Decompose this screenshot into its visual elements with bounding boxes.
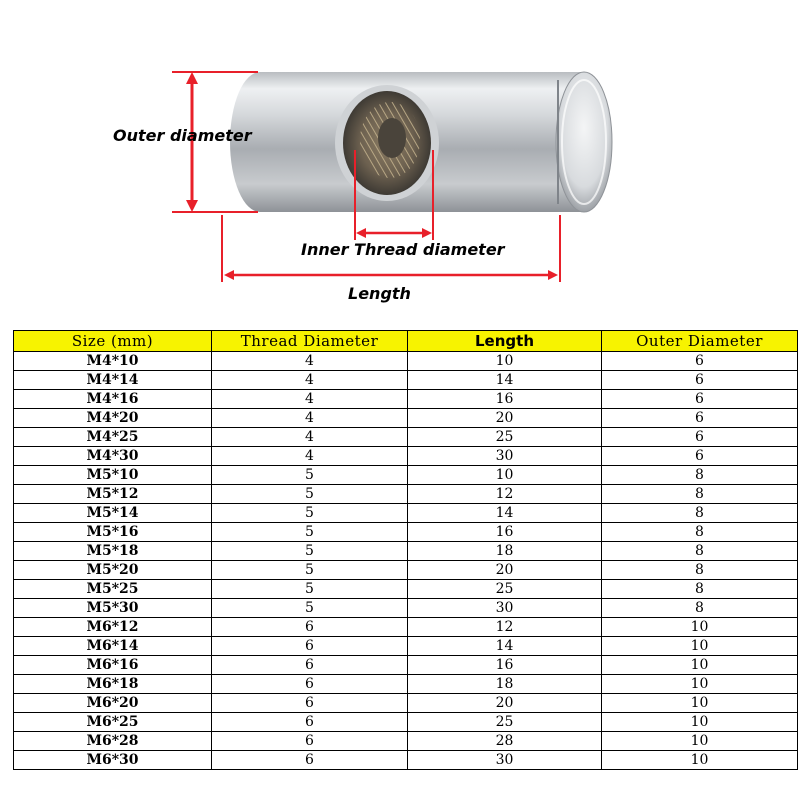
length-cell: 14 bbox=[408, 371, 602, 390]
table-row bbox=[14, 694, 798, 713]
product-diagram bbox=[0, 0, 800, 320]
length-cell: 25 bbox=[408, 580, 602, 599]
table-row bbox=[14, 390, 798, 409]
size-cell: M6*30 bbox=[14, 751, 212, 770]
table-row bbox=[14, 504, 798, 523]
outer-diameter-cell: 6 bbox=[602, 390, 798, 409]
barrel-nut-illustration bbox=[0, 0, 800, 320]
table-row bbox=[14, 656, 798, 675]
length-cell: 10 bbox=[408, 466, 602, 485]
outer-diameter-cell: 6 bbox=[602, 428, 798, 447]
header-outer-diameter: Outer Diameter bbox=[602, 331, 798, 352]
outer-diameter-cell: 8 bbox=[602, 523, 798, 542]
header-size: Size (mm) bbox=[14, 331, 212, 352]
size-cell: M5*16 bbox=[14, 523, 212, 542]
size-cell: M6*28 bbox=[14, 732, 212, 751]
thread-diameter-cell: 6 bbox=[212, 675, 408, 694]
length-cell: 30 bbox=[408, 599, 602, 618]
size-cell: M6*12 bbox=[14, 618, 212, 637]
table-row bbox=[14, 599, 798, 618]
outer-diameter-cell: 6 bbox=[602, 352, 798, 371]
thread-diameter-cell: 5 bbox=[212, 542, 408, 561]
table-row bbox=[14, 523, 798, 542]
thread-diameter-cell: 5 bbox=[212, 561, 408, 580]
thread-diameter-cell: 5 bbox=[212, 580, 408, 599]
outer-diameter-cell: 10 bbox=[602, 732, 798, 751]
outer-diameter-cell: 6 bbox=[602, 447, 798, 466]
header-length: Length bbox=[408, 331, 602, 352]
size-cell: M4*16 bbox=[14, 390, 212, 409]
length-cell: 18 bbox=[408, 542, 602, 561]
thread-diameter-cell: 5 bbox=[212, 523, 408, 542]
length-cell: 28 bbox=[408, 732, 602, 751]
thread-diameter-cell: 4 bbox=[212, 371, 408, 390]
length-cell: 25 bbox=[408, 428, 602, 447]
thread-diameter-cell: 4 bbox=[212, 447, 408, 466]
size-cell: M6*25 bbox=[14, 713, 212, 732]
thread-diameter-cell: 5 bbox=[212, 485, 408, 504]
outer-diameter-cell: 10 bbox=[602, 694, 798, 713]
length-cell: 20 bbox=[408, 561, 602, 580]
outer-diameter-label: Outer diameter bbox=[113, 126, 252, 145]
length-cell: 10 bbox=[408, 352, 602, 371]
table-row bbox=[14, 561, 798, 580]
thread-diameter-cell: 6 bbox=[212, 713, 408, 732]
thread-diameter-cell: 6 bbox=[212, 637, 408, 656]
table-row bbox=[14, 637, 798, 656]
outer-diameter-cell: 8 bbox=[602, 485, 798, 504]
size-cell: M4*14 bbox=[14, 371, 212, 390]
size-cell: M4*30 bbox=[14, 447, 212, 466]
outer-diameter-cell: 10 bbox=[602, 618, 798, 637]
thread-diameter-cell: 4 bbox=[212, 352, 408, 371]
outer-diameter-cell: 8 bbox=[602, 542, 798, 561]
outer-diameter-cell: 8 bbox=[602, 580, 798, 599]
length-cell: 12 bbox=[408, 485, 602, 504]
outer-diameter-cell: 10 bbox=[602, 751, 798, 770]
table-body bbox=[14, 352, 798, 770]
length-cell: 20 bbox=[408, 694, 602, 713]
length-cell: 12 bbox=[408, 618, 602, 637]
size-cell: M5*14 bbox=[14, 504, 212, 523]
table-row bbox=[14, 447, 798, 466]
inner-thread-diameter-label: Inner Thread diameter bbox=[301, 240, 505, 259]
size-cell: M6*16 bbox=[14, 656, 212, 675]
table-row bbox=[14, 371, 798, 390]
table-row bbox=[14, 466, 798, 485]
thread-diameter-cell: 6 bbox=[212, 656, 408, 675]
length-cell: 20 bbox=[408, 409, 602, 428]
table-row bbox=[14, 618, 798, 637]
thread-diameter-cell: 6 bbox=[212, 732, 408, 751]
outer-diameter-cell: 10 bbox=[602, 675, 798, 694]
size-cell: M4*25 bbox=[14, 428, 212, 447]
length-cell: 16 bbox=[408, 656, 602, 675]
thread-diameter-cell: 6 bbox=[212, 694, 408, 713]
thread-diameter-cell: 4 bbox=[212, 390, 408, 409]
size-cell: M4*20 bbox=[14, 409, 212, 428]
length-cell: 14 bbox=[408, 504, 602, 523]
thread-diameter-cell: 6 bbox=[212, 751, 408, 770]
thread-diameter-cell: 6 bbox=[212, 618, 408, 637]
table-header-row bbox=[14, 331, 798, 352]
table-row bbox=[14, 751, 798, 770]
size-cell: M6*18 bbox=[14, 675, 212, 694]
size-cell: M5*18 bbox=[14, 542, 212, 561]
size-cell: M4*10 bbox=[14, 352, 212, 371]
length-cell: 30 bbox=[408, 751, 602, 770]
length-cell: 14 bbox=[408, 637, 602, 656]
table-row bbox=[14, 580, 798, 599]
length-label: Length bbox=[348, 284, 411, 303]
outer-diameter-cell: 8 bbox=[602, 504, 798, 523]
outer-diameter-cell: 6 bbox=[602, 371, 798, 390]
length-cell: 25 bbox=[408, 713, 602, 732]
size-cell: M5*20 bbox=[14, 561, 212, 580]
length-cell: 30 bbox=[408, 447, 602, 466]
size-cell: M5*12 bbox=[14, 485, 212, 504]
length-cell: 18 bbox=[408, 675, 602, 694]
outer-diameter-cell: 10 bbox=[602, 637, 798, 656]
outer-diameter-cell: 10 bbox=[602, 713, 798, 732]
outer-diameter-cell: 8 bbox=[602, 599, 798, 618]
thread-diameter-cell: 4 bbox=[212, 409, 408, 428]
size-spec-table bbox=[13, 330, 798, 770]
table-row bbox=[14, 409, 798, 428]
size-cell: M5*25 bbox=[14, 580, 212, 599]
outer-diameter-cell: 8 bbox=[602, 561, 798, 580]
outer-diameter-cell: 8 bbox=[602, 466, 798, 485]
size-cell: M6*14 bbox=[14, 637, 212, 656]
thread-diameter-cell: 5 bbox=[212, 466, 408, 485]
table-row bbox=[14, 732, 798, 751]
size-cell: M5*10 bbox=[14, 466, 212, 485]
size-cell: M6*20 bbox=[14, 694, 212, 713]
size-cell: M5*30 bbox=[14, 599, 212, 618]
thread-diameter-cell: 4 bbox=[212, 428, 408, 447]
table-row bbox=[14, 352, 798, 371]
table-row bbox=[14, 428, 798, 447]
table-row bbox=[14, 542, 798, 561]
outer-diameter-cell: 10 bbox=[602, 656, 798, 675]
table-row bbox=[14, 675, 798, 694]
thread-diameter-cell: 5 bbox=[212, 504, 408, 523]
length-cell: 16 bbox=[408, 523, 602, 542]
table-row bbox=[14, 713, 798, 732]
thread-diameter-cell: 5 bbox=[212, 599, 408, 618]
length-cell: 16 bbox=[408, 390, 602, 409]
table-row bbox=[14, 485, 798, 504]
header-thread-diameter: Thread Diameter bbox=[212, 331, 408, 352]
outer-diameter-cell: 6 bbox=[602, 409, 798, 428]
threaded-hole bbox=[335, 85, 439, 201]
